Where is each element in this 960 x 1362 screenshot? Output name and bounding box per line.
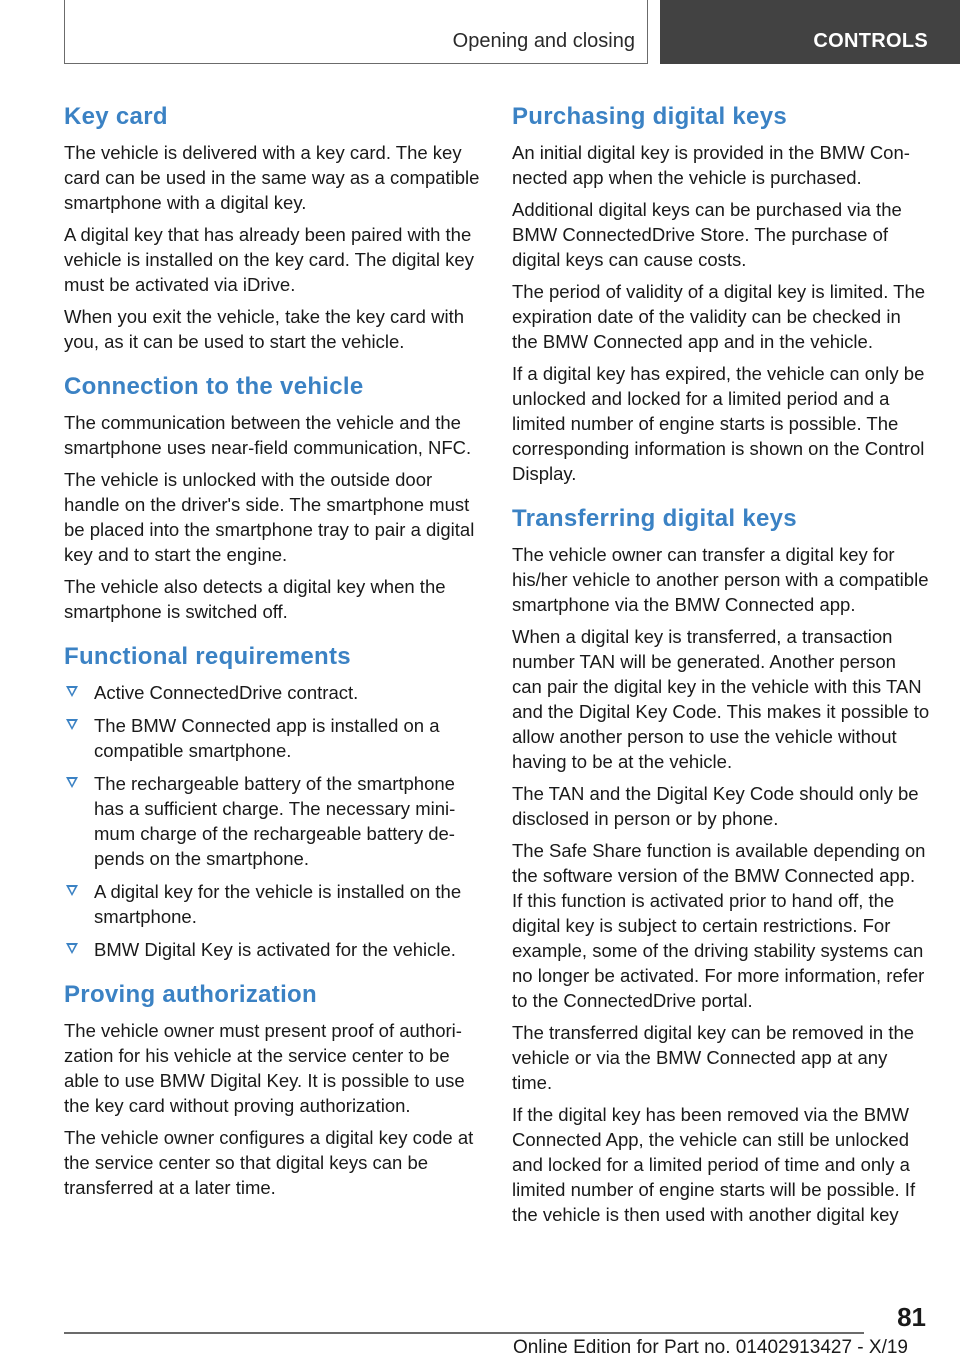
right-column bbox=[512, 100, 930, 1243]
paragraph: When a digital key is transferred, a transaction number TAN will be generated. Another person can pair the digital key in the vehicle with this TAN and the Digital Key Code. This makes it possible to allow another person to use the vehicle without having to be at the vehicle. bbox=[512, 626, 930, 772]
paragraph: The TAN and the Digital Key Code should only be disclosed in person or by phone. bbox=[512, 783, 919, 829]
section-connection bbox=[64, 370, 482, 624]
paragraph: The vehicle also detects a digital key when the smartphone is switched off. bbox=[64, 576, 446, 622]
triangle-bullet-icon bbox=[66, 777, 78, 788]
paragraph: The Safe Share function is available depending on the software version of the BMW Connected app. If this function is activated prior to hand off, the digital key is subject to certain restrictions. For example, some of the driving stability systems can no longer be activated. For more information, refer to the ConnectedDrive portal. bbox=[512, 840, 926, 1011]
paragraph: When you exit the vehicle, take the key card with you, as it can be used to start the vehicle. bbox=[64, 306, 465, 352]
heading-transferring: Transferring digital keys bbox=[512, 505, 797, 532]
list-item-text: A digital key for the vehicle is installed on the smartphone. bbox=[94, 881, 462, 927]
heading-purchasing: Purchasing digital keys bbox=[512, 103, 787, 130]
paragraph: The vehicle owner can transfer a digital key for his/her vehicle to another person with a compatible smartphone via the BMW Connected app. bbox=[512, 544, 929, 615]
section-purchasing bbox=[512, 100, 930, 486]
section-functional-requirements bbox=[64, 640, 482, 962]
header-chapter-box bbox=[660, 0, 960, 64]
heading-proving-authorization: Proving authorization bbox=[64, 981, 317, 1008]
triangle-bullet-icon bbox=[66, 885, 78, 896]
section-proving-authorization bbox=[64, 978, 482, 1200]
list-item bbox=[64, 879, 482, 929]
paragraph: The vehicle is unlocked with the outside door handle on the driver's side. The smartphone must be placed into the smartphone tray to pair a digital key and to start the engine. bbox=[64, 469, 475, 565]
paragraph: The vehicle is delivered with a key card. The key card can be used in the same way as a compatible smartphone with a digital key. bbox=[64, 142, 480, 213]
paragraph: Additional digital keys can be purchased via the BMW ConnectedDrive Store. The purchase of digital keys can cause costs. bbox=[512, 199, 902, 270]
paragraph: If a digital key has expired, the vehicle can only be unlocked and locked for a limited period and a limited number of engine starts is possible. The corresponding information is shown on the Control Display. bbox=[512, 363, 925, 484]
paragraph: An initial digital key is provided in the BMW Connected app when the vehicle is purchased. bbox=[512, 142, 910, 188]
list-item-text: The BMW Connected app is installed on a compatible smartphone. bbox=[94, 715, 440, 761]
requirements-list bbox=[64, 680, 482, 962]
paragraph: The vehicle owner configures a digital key code at the service center so that digital keys can be transferred at a later time. bbox=[64, 1127, 474, 1198]
left-column bbox=[64, 100, 482, 1216]
list-item-text: Active ConnectedDrive contract. bbox=[94, 682, 359, 703]
paragraph: The transferred digital key can be removed in the vehicle or via the BMW Connected app at any time. bbox=[512, 1022, 915, 1093]
list-item-text: The rechargeable battery of the smartphone has a sufficient charge. The necessary minimum charge of the rechargeable battery depends on the smartphone. bbox=[94, 773, 456, 869]
header-chapter-title: CONTROLS bbox=[813, 30, 928, 52]
footer-divider bbox=[64, 1332, 864, 1334]
triangle-bullet-icon bbox=[66, 943, 78, 954]
heading-key-card: Key card bbox=[64, 103, 168, 130]
triangle-bullet-icon bbox=[66, 719, 78, 730]
header-section-box bbox=[64, 0, 648, 64]
footer-edition: Online Edition for Part no. 01402913427 - X/19 bbox=[512, 1337, 908, 1358]
header-section-title: Opening and closing bbox=[452, 30, 635, 52]
paragraph: The vehicle owner must present proof of authorization for his vehicle at the service center to be able to use BMW Digital Key. It is possible to use the key card without proving authorization. bbox=[64, 1020, 465, 1116]
paragraph: A digital key that has already been paired with the vehicle is installed on the key card. The digital key must be activated via iDrive. bbox=[64, 224, 474, 295]
section-key-card bbox=[64, 100, 482, 354]
page-number: 81 bbox=[897, 1302, 926, 1332]
paragraph: If the digital key has been removed via the BMW Connected App, the vehicle can still be unlocked and locked for a limited period of time and only a limited number of engine starts will be possible. If the vehicle is then used with another digital key bbox=[512, 1104, 916, 1225]
section-transferring bbox=[512, 502, 930, 1227]
paragraph: The communication between the vehicle and the smartphone uses near-field communication, NFC. bbox=[64, 412, 472, 458]
list-item-text: BMW Digital Key is activated for the vehicle. bbox=[94, 939, 456, 960]
list-item bbox=[64, 713, 482, 763]
list-item bbox=[64, 937, 482, 962]
list-item bbox=[64, 680, 482, 705]
heading-functional-requirements: Functional requirements bbox=[64, 643, 351, 670]
heading-connection: Connection to the vehicle bbox=[64, 373, 364, 400]
list-item bbox=[64, 771, 482, 871]
triangle-bullet-icon bbox=[66, 686, 78, 697]
paragraph: The period of validity of a digital key is limited. The expiration date of the validity can be checked in the BMW Connected app and in the vehicle. bbox=[512, 281, 926, 352]
